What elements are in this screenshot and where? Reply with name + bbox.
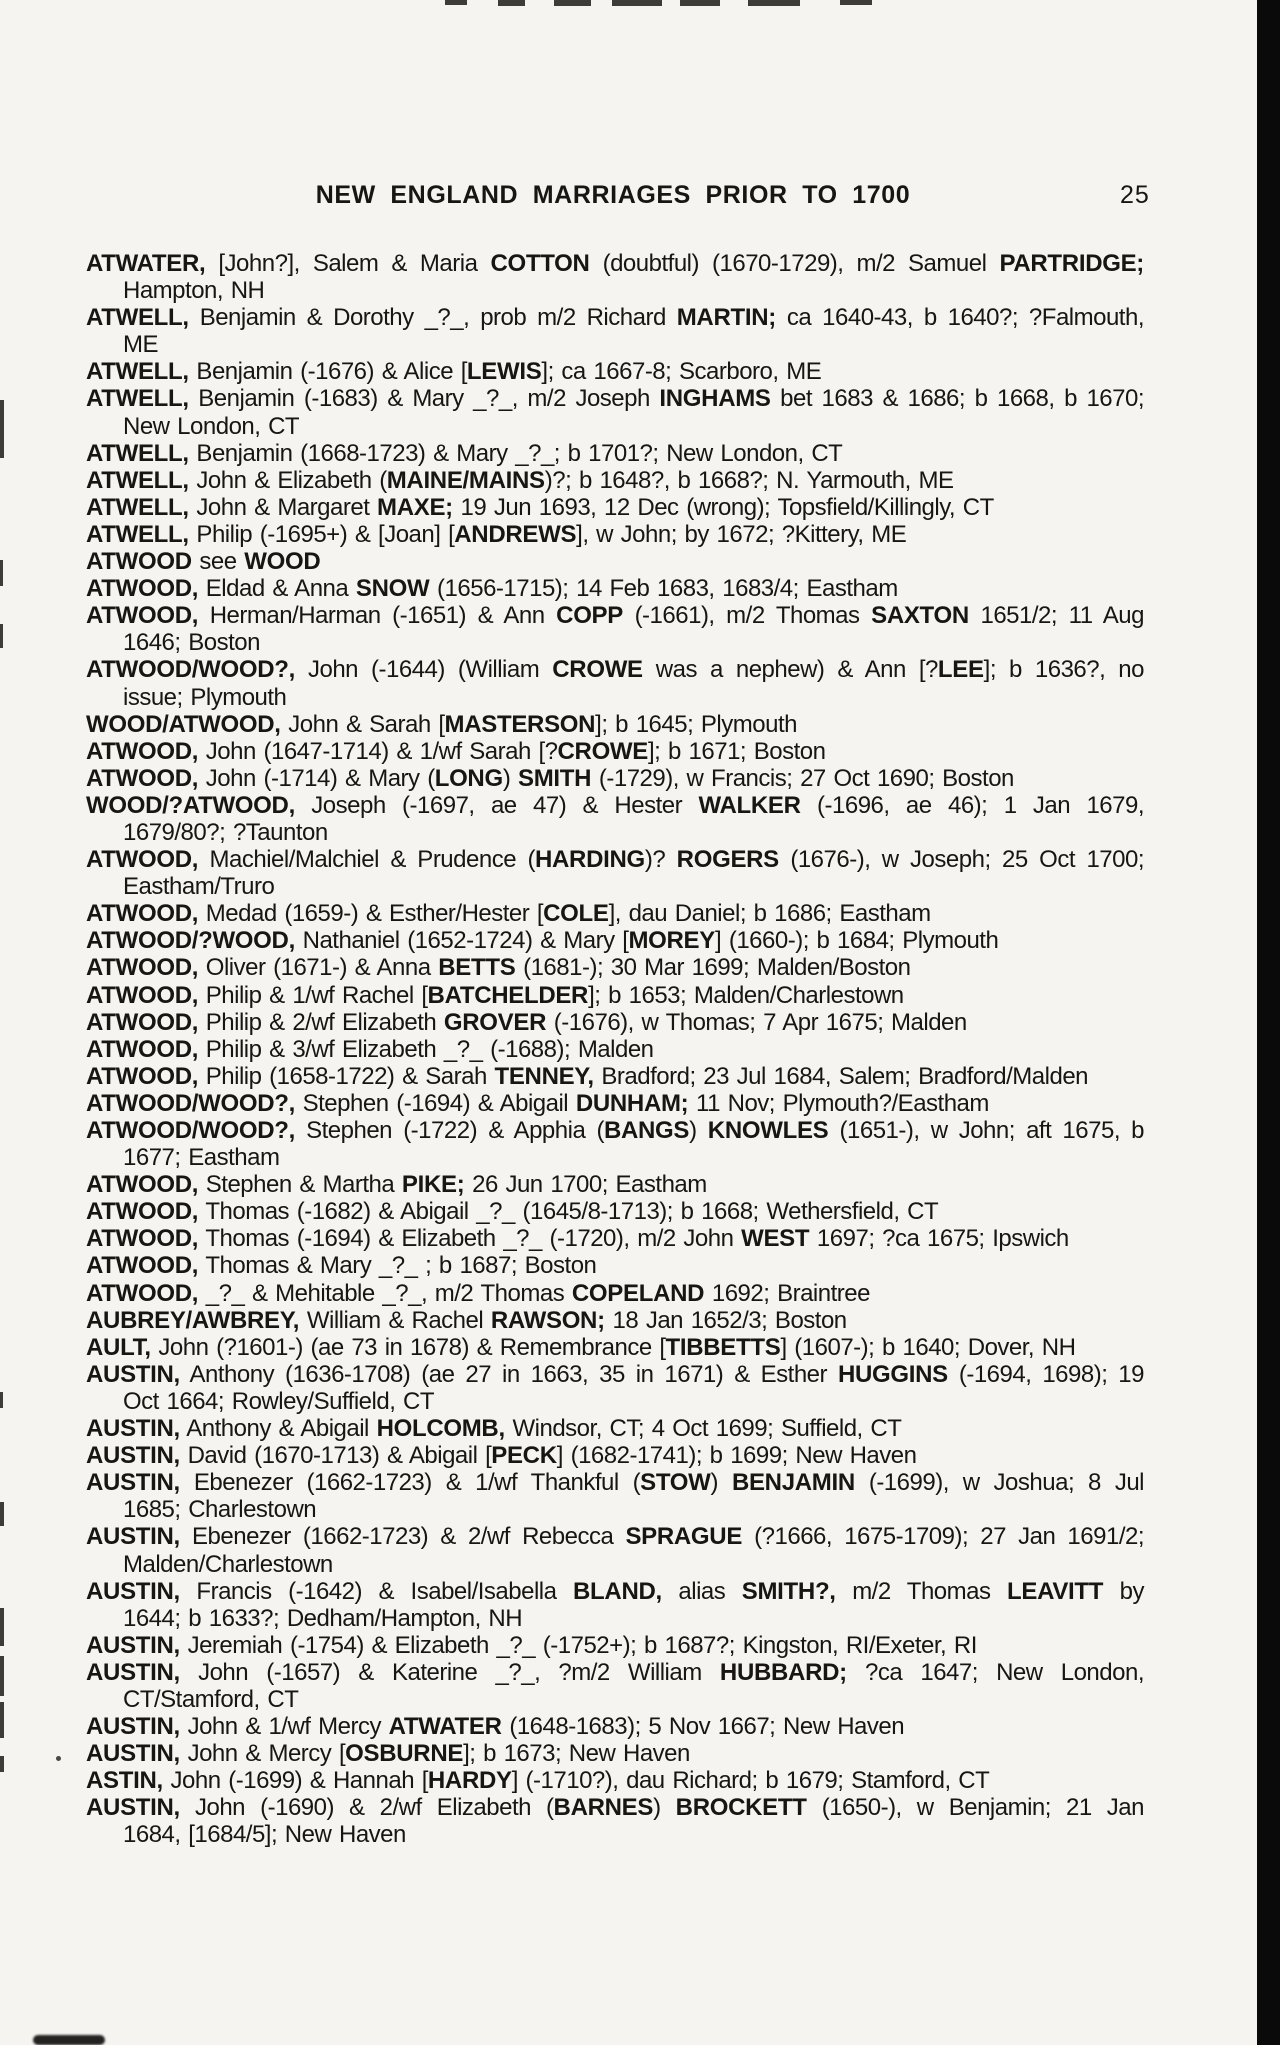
entry-line: New London, CT <box>123 412 300 440</box>
entry-line: 1679/80?; ?Taunton <box>123 818 328 846</box>
entry-line: AUSTIN, Anthony & Abigail HOLCOMB, Windsor, CT; 4 Oct 1699; Suffield, CT <box>86 1415 902 1443</box>
entry-line: ATWOOD, Machiel/Malchiel & Prudence (HARDING)? ROGERS (1676-), w Joseph; 25 Oct 1700; <box>86 846 1144 874</box>
entry-line: AUSTIN, Ebenezer (1662-1723) & 2/wf Rebecca SPRAGUE (?1666, 1675-1709); 27 Jan 1691/2; <box>86 1523 1145 1551</box>
scan-artifact-left-tick <box>0 1656 4 1696</box>
entry-line: ATWELL, John & Elizabeth (MAINE/MAINS)?; b 1648?, b 1668?; N. Yarmouth, ME <box>86 466 954 494</box>
scan-artifact-left-tick <box>0 1702 4 1738</box>
entry-line: ATWOOD, Medad (1659-) & Esther/Hester [COLE], dau Daniel; b 1686; Eastham <box>86 900 931 928</box>
entry-line: 1677; Eastham <box>123 1144 280 1172</box>
scan-artifact-top-dash <box>498 0 525 6</box>
entry-line: ASTIN, John (-1699) & Hannah [HARDY] (-1710?), dau Richard; b 1679; Stamford, CT <box>86 1767 990 1795</box>
scan-artifact-top-dash <box>680 0 720 6</box>
page-title: NEW ENGLAND MARRIAGES PRIOR TO 1700 <box>315 181 911 209</box>
entry-line: 1644; b 1633?; Dedham/Hampton, NH <box>123 1604 523 1632</box>
entry-line: AULT, John (?1601-) (ae 73 in 1678) & Remembrance [TIBBETTS] (1607-); b 1640; Dover, NH <box>86 1333 1076 1361</box>
scan-artifact-left-tick <box>0 400 4 458</box>
scan-artifact-bottom-smudge <box>33 2035 105 2045</box>
entry-line: ATWOOD/WOOD?, Stephen (-1722) & Apphia (BANGS) KNOWLES (1651-), w John; aft 1675, b <box>86 1117 1144 1144</box>
entry-line: AUSTIN, John (-1657) & Katerine _?_, ?m/2 William HUBBARD; ?ca 1647; New London, <box>86 1658 1144 1686</box>
entry-line: 1646; Boston <box>123 629 260 657</box>
entry-line: ATWOOD, Thomas (-1694) & Elizabeth _?_ (-1720), m/2 John WEST 1697; ?ca 1675; Ipswich <box>86 1225 1069 1253</box>
entry-line: ATWOOD, Oliver (1671-) & Anna BETTS (1681-); 30 Mar 1699; Malden/Boston <box>86 954 911 982</box>
entry-line: ATWOOD, Eldad & Anna SNOW (1656-1715); 14 Feb 1683, 1683/4; Eastham <box>86 575 898 603</box>
entry-line: AUBREY/AWBREY, William & Rachel RAWSON; 18 Jan 1652/3; Boston <box>86 1306 847 1334</box>
entry-line: ATWOOD, Thomas & Mary _?_ ; b 1687; Boston <box>86 1252 597 1280</box>
entry-line: ATWOOD, Thomas (-1682) & Abigail _?_ (1645/8-1713); b 1668; Wethersfield, CT <box>86 1198 939 1226</box>
entry-line: ME <box>123 331 158 359</box>
entry-line: AUSTIN, David (1670-1713) & Abigail [PECK] (1682-1741); b 1699; New Haven <box>86 1442 917 1470</box>
entry-line: Hampton, NH <box>123 277 265 305</box>
entry-line: AUSTIN, Anthony (1636-1708) (ae 27 in 1663, 35 in 1671) & Esther HUGGINS (-1694, 1698); 19 <box>86 1360 1145 1388</box>
entry-line: ATWOOD, Stephen & Martha PIKE; 26 Jun 1700; Eastham <box>86 1171 707 1199</box>
entry-line: WOOD/ATWOOD, John & Sarah [MASTERSON]; b 1645; Plymouth <box>86 710 797 738</box>
scan-artifact-right-bar <box>1257 0 1280 2045</box>
scan-artifact-left-tick <box>0 1608 4 1646</box>
entry-line: ATWELL, Benjamin (1668-1723) & Mary _?_; b 1701?; New London, CT <box>86 439 843 467</box>
entry-line: ATWOOD, John (-1714) & Mary (LONG) SMITH (-1729), w Francis; 27 Oct 1690; Boston <box>86 764 1014 792</box>
entry-line: AUSTIN, John & 1/wf Mercy ATWATER (1648-1683); 5 Nov 1667; New Haven <box>86 1713 905 1741</box>
entry-line: ATWOOD/WOOD?, Stephen (-1694) & Abigail DUNHAM; 11 Nov; Plymouth?/Eastham <box>86 1089 989 1117</box>
scan-artifact-top-dash <box>840 0 872 5</box>
entry-line: ATWELL, Benjamin (-1683) & Mary _?_, m/2 Joseph INGHAMS bet 1683 & 1686; b 1668, b 1670; <box>86 385 1144 413</box>
marriage-entries-list <box>86 250 1144 1849</box>
entry-line: ATWOOD/?WOOD, Nathaniel (1652-1724) & Mary [MOREY] (1660-); b 1684; Plymouth <box>86 927 999 955</box>
scan-artifact-left-tick <box>0 624 3 648</box>
entry-line: CT/Stamford, CT <box>123 1685 299 1713</box>
entry-line: ATWOOD, John (1647-1714) & 1/wf Sarah [?CROWE]; b 1671; Boston <box>86 737 826 765</box>
entry-line: AUSTIN, John (-1690) & 2/wf Elizabeth (BARNES) BROCKETT (1650-), w Benjamin; 21 Jan <box>86 1794 1144 1822</box>
entry-line: AUSTIN, John & Mercy [OSBURNE]; b 1673; New Haven <box>86 1740 690 1768</box>
entry-line: ATWELL, Benjamin & Dorothy _?_, prob m/2 Richard MARTIN; ca 1640-43, b 1640?; ?Falmouth, <box>86 304 1144 332</box>
entry-line: ATWOOD see WOOD <box>86 548 321 576</box>
entry-line: ATWATER, [John?], Salem & Maria COTTON (doubtful) (1670-1729), m/2 Samuel PARTRIDGE; <box>86 250 1144 277</box>
entry-line: ATWOOD, Philip & 1/wf Rachel [BATCHELDER]; b 1653; Malden/Charlestown <box>86 981 904 1009</box>
entry-line: Oct 1664; Rowley/Suffield, CT <box>123 1387 435 1415</box>
entry-line: ATWELL, Benjamin (-1676) & Alice [LEWIS]; ca 1667-8; Scarboro, ME <box>86 358 822 386</box>
scan-artifact-top-dash <box>612 0 662 6</box>
entry-line: WOOD/?ATWOOD, Joseph (-1697, ae 47) & Hester WALKER (-1696, ae 46); 1 Jan 1679, <box>86 791 1145 819</box>
scan-artifact-left-tick <box>0 560 3 586</box>
entry-line: Malden/Charlestown <box>123 1550 333 1578</box>
entry-line: 1684, [1684/5]; New Haven <box>123 1821 406 1849</box>
entry-line: issue; Plymouth <box>123 683 287 711</box>
entry-line: ATWOOD, Herman/Harman (-1651) & Ann COPP (-1661), m/2 Thomas SAXTON 1651/2; 11 Aug <box>86 602 1144 630</box>
entry-line: ATWOOD, Philip & 2/wf Elizabeth GROVER (-1676), w Thomas; 7 Apr 1675; Malden <box>86 1008 967 1036</box>
entry-line: AUSTIN, Ebenezer (1662-1723) & 1/wf Thankful (STOW) BENJAMIN (-1699), w Joshua; 8 Jul <box>86 1469 1145 1497</box>
entry-line: ATWELL, Philip (-1695+) & [Joan] [ANDREWS], w John; by 1672; ?Kittery, ME <box>86 520 907 548</box>
scan-artifact-speck <box>56 1756 61 1761</box>
entry-line: AUSTIN, Francis (-1642) & Isabel/Isabella BLAND, alias SMITH?, m/2 Thomas LEAVITT by <box>86 1577 1145 1605</box>
scan-artifact-left-tick <box>0 1392 3 1408</box>
scan-artifact-left-tick <box>0 1756 4 1772</box>
scan-artifact-top-dash <box>445 0 467 5</box>
entry-line: ATWOOD, Philip & 3/wf Elizabeth _?_ (-1688); Malden <box>86 1035 654 1063</box>
scan-artifact-top-dash <box>748 0 800 6</box>
entry-line: ATWOOD, _?_ & Mehitable _?_, m/2 Thomas COPELAND 1692; Braintree <box>86 1279 870 1307</box>
entry-line: ATWOOD, Philip (1658-1722) & Sarah TENNEY, Bradford; 23 Jul 1684, Salem; Bradford/Malden <box>86 1062 1089 1090</box>
entry-line: Eastham/Truro <box>123 873 275 901</box>
scan-artifact-left-tick <box>0 1502 4 1526</box>
entry-line: 1685; Charlestown <box>123 1496 317 1524</box>
entry-line: AUSTIN, Jeremiah (-1754) & Elizabeth _?_ (-1752+); b 1687?; Kingston, RI/Exeter, RI <box>86 1631 977 1659</box>
entry-line: ATWOOD/WOOD?, John (-1644) (William CROWE was a nephew) & Ann [?LEE]; b 1636?, no <box>86 656 1144 684</box>
scan-artifact-top-dash <box>554 0 591 6</box>
entry-line: ATWELL, John & Margaret MAXE; 19 Jun 1693, 12 Dec (wrong); Topsfield/Killingly, CT <box>86 493 994 521</box>
page-number: 25 <box>1120 181 1150 209</box>
